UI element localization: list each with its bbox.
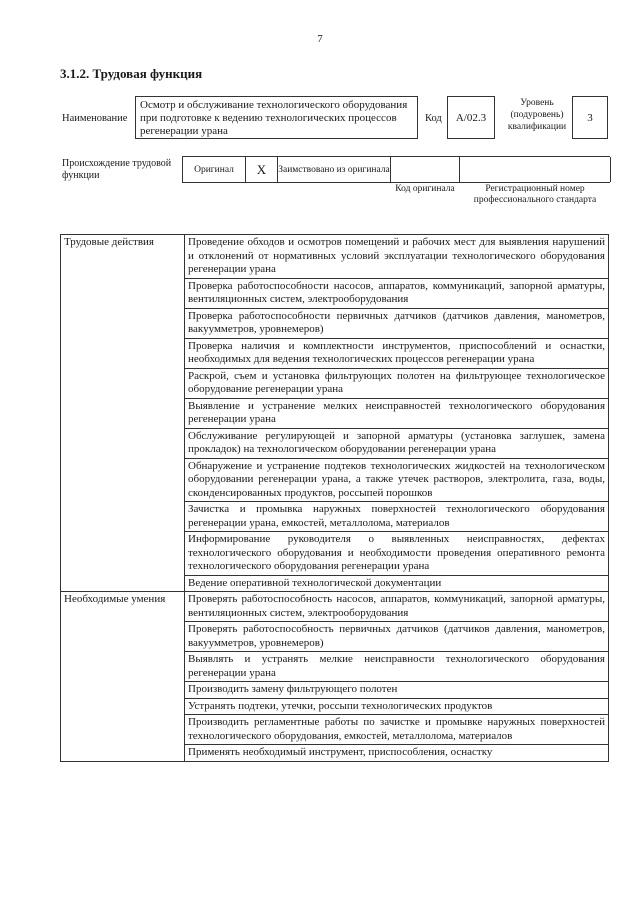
original-mark: X bbox=[246, 157, 278, 182]
registration-number-cell bbox=[460, 157, 611, 182]
item-cell: Обслуживание регулирующей и запорной арматуры (установка заглушек, замена прокладок) на технологическом оборудовании регенерации урана bbox=[185, 428, 609, 458]
page-number: 7 bbox=[317, 33, 323, 45]
origin-label: Происхождение трудовой функции bbox=[62, 158, 172, 181]
item-cell: Ведение оперативной технологической документации bbox=[185, 575, 609, 592]
item-cell: Проверка работоспособности первичных датчиков (датчиков давления, манометров, вакуумметров, уровнемеров) bbox=[185, 308, 609, 338]
item-cell: Выявлять и устранять мелкие неисправности технологического оборудования регенерации урана bbox=[185, 652, 609, 682]
item-cell: Проверять работоспособность первичных датчиков (датчиков давления, манометров, вакуумметров, уровнемеров) bbox=[185, 622, 609, 652]
origin-row bbox=[182, 156, 610, 183]
item-cell: Проведение обходов и осмотров помещений и рабочих мест для выявления нарушений и отклонений от нормативных условий эксплуатации технологического оборудования регенерации урана bbox=[185, 235, 609, 279]
original-code-cell bbox=[391, 157, 460, 182]
category-cell: Необходимые умения bbox=[61, 592, 185, 762]
item-cell: Производить регламентные работы по зачистке и промывке наружных поверхностей технологического оборудования, емкостей, металлолома, материалов bbox=[185, 715, 609, 745]
item-cell: Информирование руководителя о выявленных неисправностях, дефектах технологического оборудования и необходимости проведения оперативного ремонта технологического оборудования регенерации урана bbox=[185, 532, 609, 576]
item-cell: Применять необходимый инструмент, приспособления, оснастку bbox=[185, 745, 609, 762]
function-code-box: А/02.3 bbox=[447, 96, 495, 139]
borrowed-label: Заимствовано из оригинала bbox=[278, 157, 391, 182]
level-label: Уровень (подуровень) квалификации bbox=[507, 98, 567, 132]
item-cell: Выявление и устранение мелких неисправностей технологического оборудования регенерации урана bbox=[185, 398, 609, 428]
item-cell: Раскрой, съем и установка фильтрующих полотен на фильтрующее технологическое оборудование регенерации урана bbox=[185, 368, 609, 398]
table-row bbox=[61, 235, 609, 279]
item-cell: Производить замену фильтрующего полотен bbox=[185, 682, 609, 699]
name-label: Наименование bbox=[62, 113, 128, 124]
item-cell: Зачистка и промывка наружных поверхностей технологического оборудования регенерации урана, емкостей, металлолома, материалов bbox=[185, 502, 609, 532]
qualification-level-box: 3 bbox=[572, 96, 608, 139]
original-label: Оригинал bbox=[183, 157, 246, 182]
registration-number-caption: Регистрационный номер профессионального стандарта bbox=[473, 184, 597, 205]
item-cell: Проверка наличия и комплектности инструментов, приспособлений и оснастки, необходимых для ведения технологических процессов регенерации урана bbox=[185, 338, 609, 368]
original-code-caption: Код оригинала bbox=[395, 184, 455, 194]
function-name-box: Осмотр и обслуживание технологического оборудования при подготовке к ведению технологических процессов регенерации урана bbox=[135, 96, 418, 139]
item-cell: Устранять подтеки, утечки, россыпи технологических продуктов bbox=[185, 698, 609, 715]
section-heading: 3.1.2. Трудовая функция bbox=[60, 66, 203, 81]
code-label: Код bbox=[425, 113, 442, 124]
category-cell: Трудовые действия bbox=[61, 235, 185, 592]
item-cell: Обнаружение и устранение подтеков технологических жидкостей на технологическом оборудовании регенерации урана, а также утечек растворов, электролита, газа, воды, сконденсированных продуктов, россыпей порошков bbox=[185, 458, 609, 502]
item-cell: Проверка работоспособности насосов, аппаратов, коммуникаций, запорной арматуры, вентиляционных систем, электрооборудования bbox=[185, 278, 609, 308]
labor-actions-table bbox=[60, 234, 609, 762]
item-cell: Проверять работоспособность насосов, аппаратов, коммуникаций, запорной арматуры, вентиляционных систем, электрооборудования bbox=[185, 592, 609, 622]
table-row bbox=[61, 592, 609, 622]
